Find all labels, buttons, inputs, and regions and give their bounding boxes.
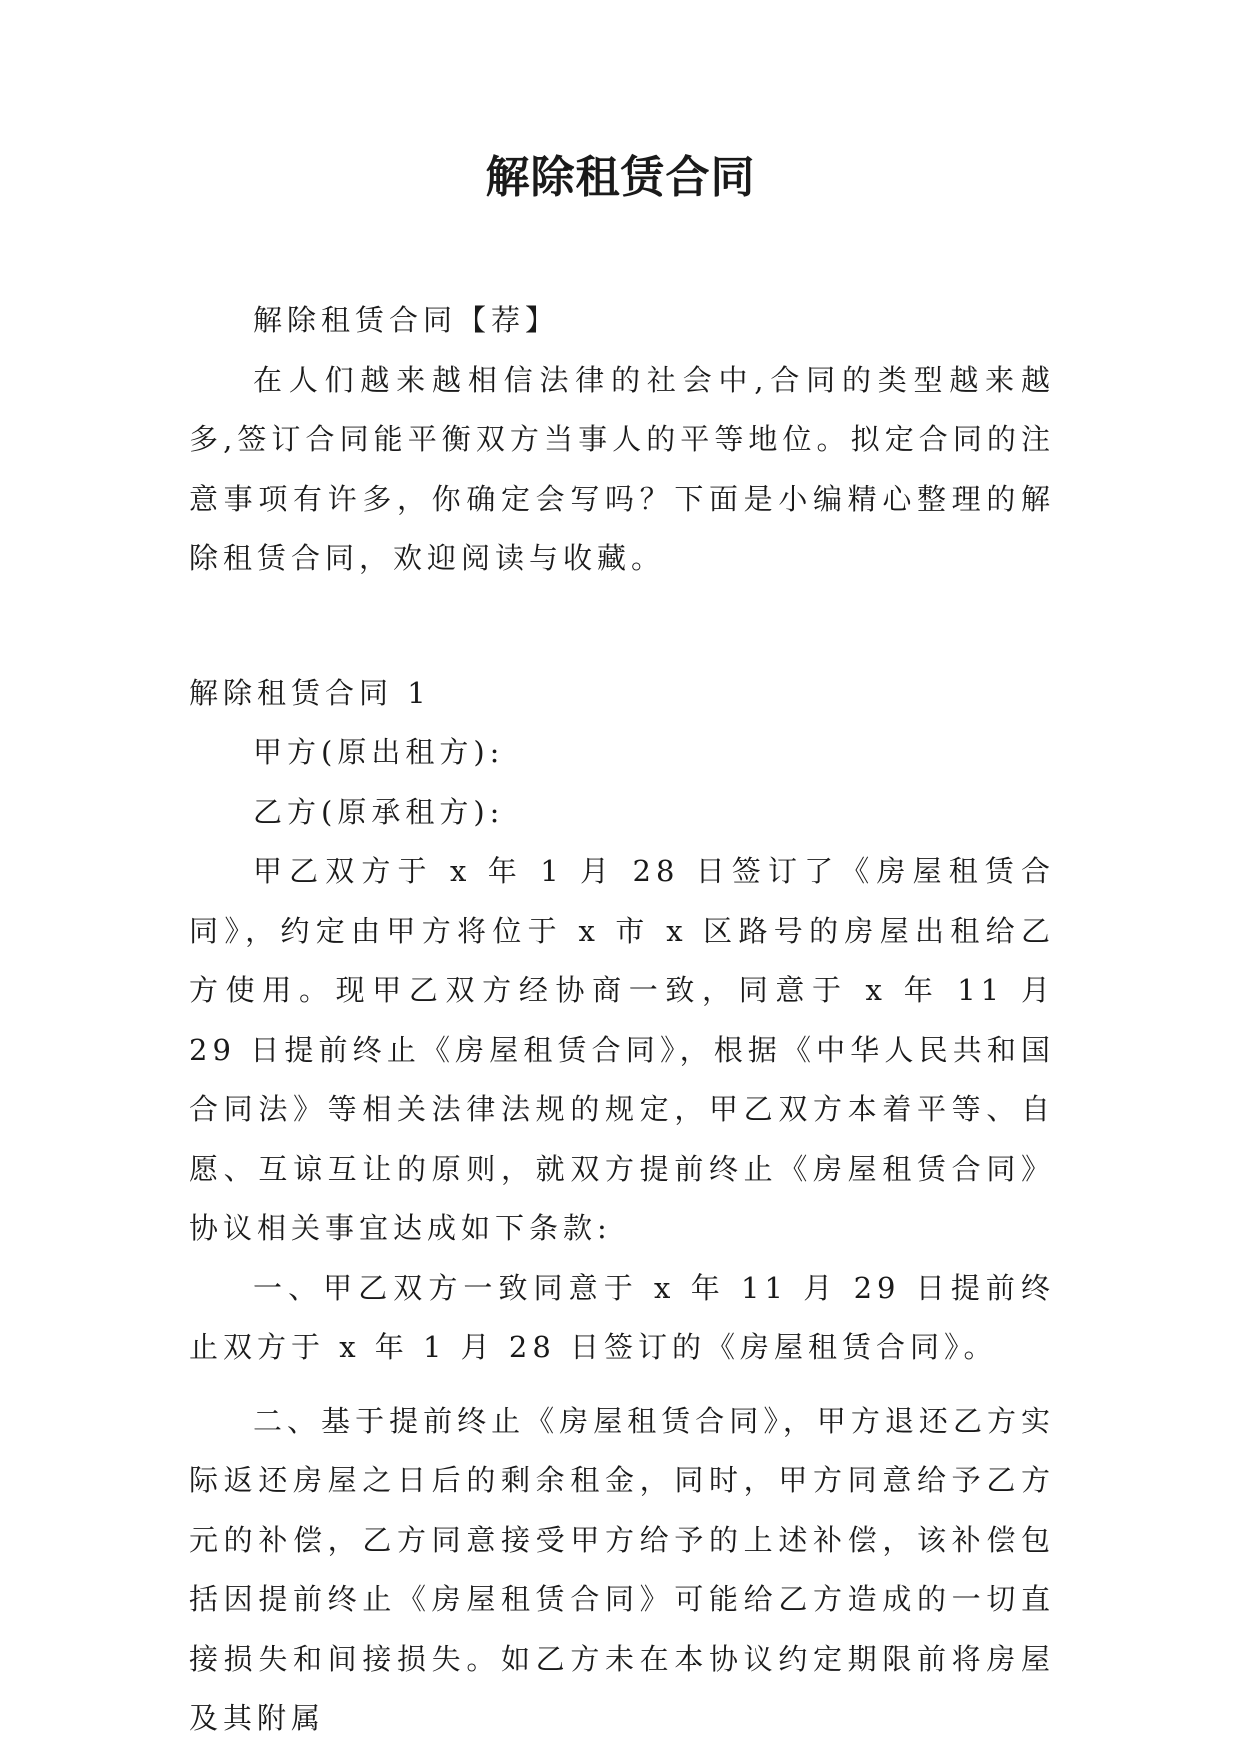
intro-heading: 解除租赁合同【荐】 [253, 303, 560, 337]
party-b-line: 乙方(原承租方): [253, 794, 505, 829]
clause-two: 二、基于提前终止《房屋租赁合同》，甲方退还乙方实际返还房屋之日后的剩余租金，同时，甲方同意给予乙方元的补偿，乙方同意接受甲方给予的上述补偿，该补偿包括因提前终止《房屋租赁合同》可能给乙方造成的一切直接损失和间接损失。如乙方未在本协议约定期限前将房屋及其附属 [189, 1403, 1055, 1735]
clause-one: 一、甲乙双方一致同意于 x 年 11 月 29 日提前终止双方于 x 年 1 月 28 日签订的《房屋租赁合同》。 [189, 1270, 1055, 1364]
party-a-line: 甲方(原出租方): [253, 735, 505, 769]
section-heading: 解除租赁合同 1 [189, 675, 431, 710]
intro-paragraph: 在人们越来越相信法律的社会中,合同的类型越来越多,签订合同能平衡双方当事人的平等地位。拟定合同的注意事项有许多，你确定会写吗？下面是小编精心整理的解除租赁合同，欢迎阅读与收藏。 [189, 362, 1055, 575]
document-title: 解除租赁合同 [485, 152, 756, 203]
document-body [189, 291, 1055, 1749]
preamble-paragraph: 甲乙双方于 x 年 1 月 28 日签订了《房屋租赁合同》，约定由甲方将位于 x 市 x 区路号的房屋出租给乙方使用。现甲乙双方经协商一致，同意于 x 年 11 月 29 日提前终止《房屋租赁合同》，根据《中华人民共和国合同法》等相关法律法规的规定，甲乙双方本着平等、自愿、互谅互让的原则，就双方提前终止《房屋租赁合同》协议相关事宜达成如下条款: [189, 854, 1055, 1245]
